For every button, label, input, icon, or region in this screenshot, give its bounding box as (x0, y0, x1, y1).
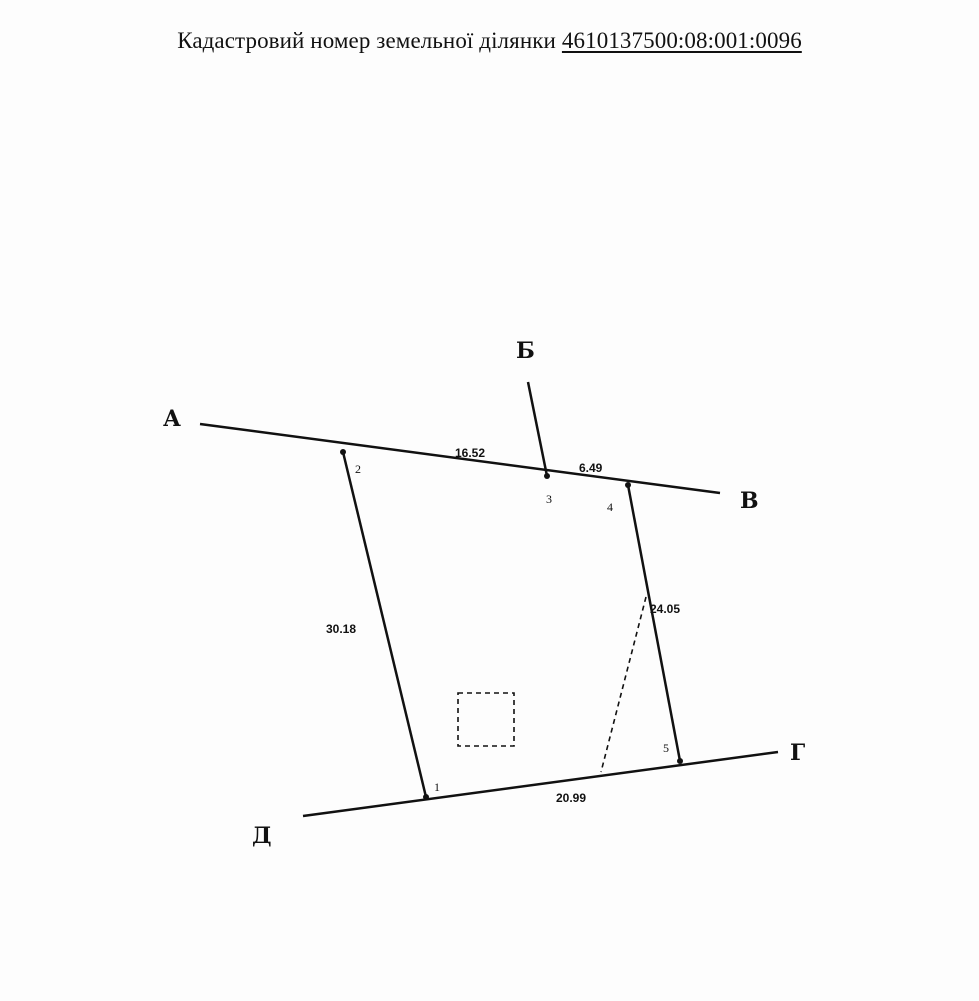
neighbour-label-G: Г (790, 740, 806, 766)
segment-length-5-1: 20.99 (556, 791, 587, 805)
point-label-1: 1 (434, 780, 440, 794)
point-label-4: 4 (607, 500, 613, 514)
segment-length-3-4: 6.49 (579, 461, 603, 475)
point-label-2: 2 (355, 462, 361, 476)
vertex-marker-2 (340, 449, 346, 455)
neighbour-label-D: Д (252, 823, 272, 849)
segment-length-4-5: 24.05 (650, 602, 681, 616)
point-label-3: 3 (546, 492, 552, 506)
vertex-marker-5 (677, 758, 683, 764)
vertex-marker-4 (625, 482, 631, 488)
segment-length-1-2: 30.18 (326, 622, 357, 636)
dashed-line (601, 597, 646, 772)
vertex-marker-1 (423, 794, 429, 800)
neighbour-label-V: В (740, 488, 759, 514)
vertex-marker-3 (544, 473, 550, 479)
boundary-line-B (528, 382, 547, 476)
cadastral-number: 4610137500:08:001:0096 (561, 28, 802, 53)
neighbour-label-B: Б (516, 338, 535, 364)
parcel-side-4-5 (628, 485, 680, 761)
neighbour-label-A: А (163, 406, 181, 432)
point-label-5: 5 (663, 741, 669, 755)
boundary-line-D-G (303, 752, 778, 816)
dashed-building-outline (458, 693, 514, 746)
header-title: Кадастровий номер земельної ділянки (177, 28, 556, 53)
segment-length-2-3: 16.52 (455, 446, 486, 460)
